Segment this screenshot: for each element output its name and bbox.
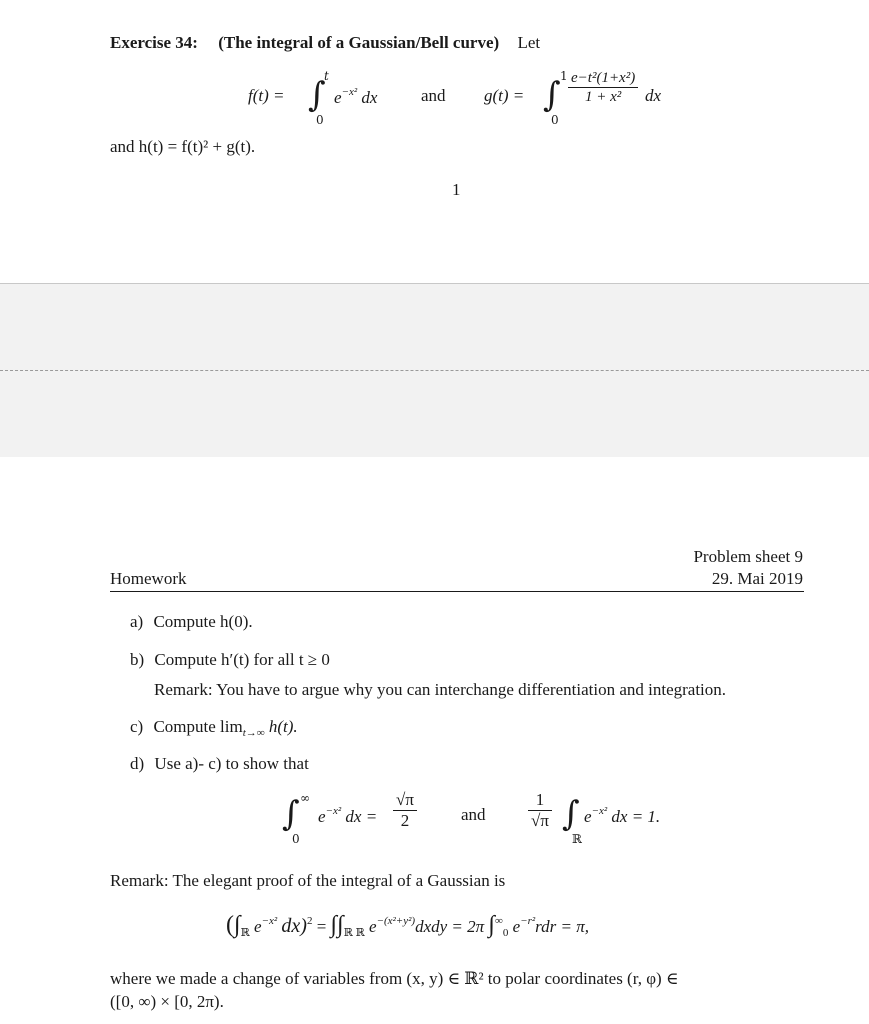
remark-eq-polar-upper: ∞ xyxy=(495,915,503,927)
result-integrand xyxy=(318,805,377,827)
remark-eq-left: (∫ xyxy=(226,912,241,938)
and-connector-2: and xyxy=(461,805,486,824)
result-integral2-sign: ∫ xyxy=(562,794,580,834)
f-integrand-exp: −x² xyxy=(341,86,358,98)
result-rhs-den: 2 xyxy=(400,810,410,830)
remark-eq-double-sub: ℝ ℝ xyxy=(343,927,365,939)
f-lhs: f(t) = xyxy=(248,86,285,105)
g-dx: dx xyxy=(645,86,662,105)
exercise-label: Exercise 34: xyxy=(110,33,198,52)
f-integrand xyxy=(334,86,377,108)
task-c xyxy=(130,717,298,739)
f-dx: dx xyxy=(361,88,378,107)
result-integrand2 xyxy=(584,805,660,827)
remark-eq-double-int: ∫∫ xyxy=(330,912,344,938)
result-integrand-base: e xyxy=(318,807,326,826)
task-d-label: d) xyxy=(130,754,145,773)
sheet-date: 29. Mai 2019 xyxy=(711,569,803,588)
g-numerator: e−t²(1+x²) xyxy=(568,70,638,88)
f-upper-limit: t xyxy=(324,69,329,83)
result-integral-sign: ∫ xyxy=(282,794,300,834)
exercise-lead: Let xyxy=(517,33,541,52)
remark-eq-polar-base: e xyxy=(512,917,521,936)
task-d xyxy=(130,754,309,774)
task-b-remark: Remark: You have to argue why you can interchange differentiation and integration. xyxy=(154,680,727,699)
result-integrand2-exp: −x² xyxy=(591,805,608,817)
remark-eq-left-exp: −x² xyxy=(261,915,278,927)
task-d-text: Use a)- c) to show that xyxy=(154,754,309,773)
h-definition: and h(t) = f(t)² + g(t). xyxy=(110,137,256,156)
result-integral2-lower: ℝ xyxy=(572,832,582,846)
remark-eq-left-close: dx) xyxy=(281,915,307,937)
result-integrand2-base: e xyxy=(584,807,592,826)
result-rhs-num: √π xyxy=(393,791,417,811)
remark-eq-left-base: e xyxy=(253,917,262,936)
previous-page-section xyxy=(0,0,869,283)
remark-eq-sq: 2 xyxy=(306,915,313,927)
remark-eq-polar-tail: rdr = π, xyxy=(535,917,589,936)
task-c-tail: h(t). xyxy=(264,717,298,736)
task-b-label: b) xyxy=(130,650,145,669)
task-a-label: a) xyxy=(130,612,144,631)
remark-eq-polar-exp: −r² xyxy=(520,915,536,927)
g-upper-limit: 1 xyxy=(560,69,568,83)
task-c-text: Compute lim xyxy=(153,717,243,736)
f-integrand-base: e xyxy=(334,88,342,107)
next-page-section xyxy=(0,457,869,1024)
result-pre-den: √π xyxy=(531,810,549,830)
header-rule xyxy=(110,591,804,592)
g-lhs: g(t) = xyxy=(484,86,525,105)
page-number: 1 xyxy=(452,180,461,199)
section-title: Homework xyxy=(110,569,187,588)
closing-line-1: where we made a change of variables from (x, y) ∈ ℝ² to polar coordinates (r, φ) ∈ xyxy=(110,969,679,988)
f-integral-sign: ∫ xyxy=(308,75,326,115)
task-c-label: c) xyxy=(130,717,144,736)
page-gap xyxy=(0,283,869,458)
remark-eq-left-sub: ℝ xyxy=(240,927,250,939)
task-a-text: Compute h(0). xyxy=(153,612,253,631)
task-a xyxy=(130,612,253,632)
result-lower-limit: 0 xyxy=(292,832,300,846)
result-pre-num: 1 xyxy=(528,791,552,811)
remark-text: Remark: The elegant proof of the integral of a Gaussian is xyxy=(110,871,506,890)
task-b-text: Compute h′(t) for all t ≥ 0 xyxy=(154,650,330,669)
result-rhs-fraction xyxy=(393,791,417,831)
result-dx-eq: dx = xyxy=(345,807,378,826)
f-lower-limit: 0 xyxy=(316,113,324,127)
remark-eq-polar-int: ∫ xyxy=(488,912,495,938)
exercise-heading xyxy=(110,33,540,53)
result-prefactor xyxy=(528,791,552,831)
remark-eq-mid-exp: −(x²+y²) xyxy=(376,915,416,927)
g-lower-limit: 0 xyxy=(551,113,559,127)
g-integral-sign: ∫ xyxy=(543,75,561,115)
page-break-line xyxy=(0,370,869,371)
sheet-title: Problem sheet 9 xyxy=(693,547,803,566)
exercise-title: (The integral of a Gaussian/Bell curve) xyxy=(218,33,500,52)
and-connector-1: and xyxy=(421,86,446,105)
remark-equation xyxy=(226,912,589,939)
task-c-sub: t→∞ xyxy=(242,727,265,739)
g-denominator: 1 + x² xyxy=(584,88,622,105)
remark-eq-mid-tail: dxdy = 2π xyxy=(415,917,485,936)
result-integrand-exp: −x² xyxy=(325,805,342,817)
remark-eq-polar-lower: 0 xyxy=(502,927,509,939)
task-b xyxy=(130,650,330,670)
g-integrand-fraction xyxy=(568,70,638,106)
remark-eq-eq1: = xyxy=(316,917,327,936)
closing-line-2: ([0, ∞) × [0, 2π). xyxy=(110,992,224,1011)
result-upper-limit: ∞ xyxy=(300,791,310,805)
result-tail: dx = 1. xyxy=(611,807,661,826)
remark-eq-mid-base: e xyxy=(368,917,377,936)
